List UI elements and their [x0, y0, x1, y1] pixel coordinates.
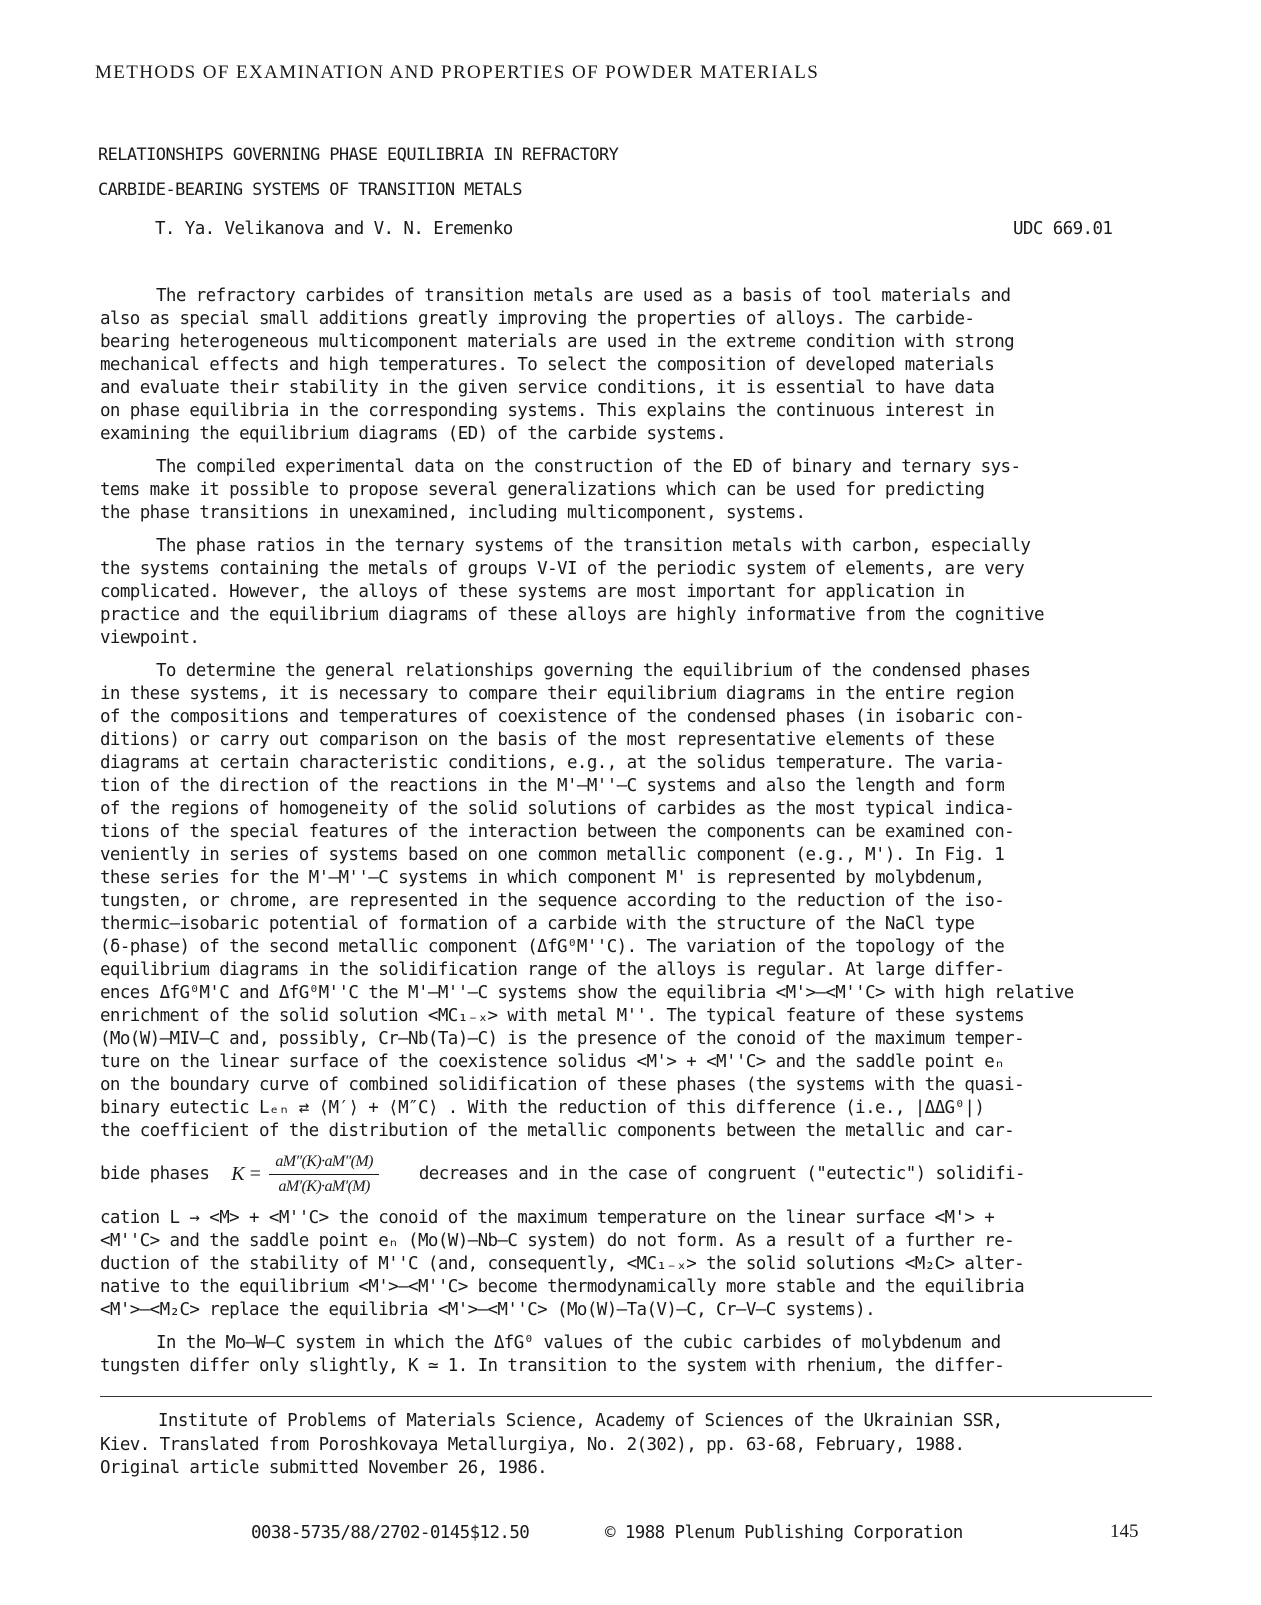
article-body	[100, 285, 1180, 1388]
footer-copyright: © 1988 Plenum Publishing Corporation	[605, 1523, 963, 1543]
footnote: Institute of Problems of Materials Science, Academy of Sciences of the Ukrainian SSR, Kiev. Translated from Poroshkovaya Metallurgiya, No. 2(302), pp. 63-68, February, 1988. Original article submitted November 26, 1986.	[100, 1411, 1003, 1478]
distribution-coefficient-fraction	[269, 1153, 379, 1196]
page-number: 145	[1110, 1521, 1139, 1542]
formula-tail-text: decreases and in the case of congruent ("eutectic") solidifi-	[418, 1164, 1025, 1184]
paragraph-6: In the Mo—W—C system in which the ΔfG⁰ values of the cubic carbides of molybdenum and tungsten differ only slightly, K ≃ 1. In transition to the system with rhenium, the differ-	[100, 1333, 1005, 1376]
article-title-line-1: RELATIONSHIPS GOVERNING PHASE EQUILIBRIA IN REFRACTORY	[98, 145, 619, 165]
section-title: METHODS OF EXAMINATION AND PROPERTIES OF POWDER MATERIALS	[95, 62, 820, 83]
formula-lead-text: bide phases	[100, 1164, 210, 1184]
paragraph-3: The phase ratios in the ternary systems of the transition metals with carbon, especially the systems containing the metals of groups V-VI of the periodic system of elements, are very complicated. However, the alloys of these systems are most important for application in practice and the equilibrium diagrams of these alloys are highly informative from the cognitive viewpoint.	[100, 536, 1044, 648]
authors: T. Ya. Velikanova and V. N. Eremenko	[155, 219, 513, 239]
formula-k-symbol: K =	[231, 1162, 262, 1185]
paragraph-1: The refractory carbides of transition metals are used as a basis of tool materials and also as special small additions greatly improving the properties of alloys. The carbide- bearing heterogeneous multicomponent materials are used in the extreme condition with strong mechanical effects and high temperatures. To select the composition of developed materials and evaluate their stability in the given service conditions, it is essential to have data on phase equilibria in the corresponding systems. This explains the continuous interest in examining the equilibrium diagrams (ED) of the carbide systems.	[100, 286, 1015, 444]
fraction-denominator: aM′(K)·aM′(M)	[278, 1177, 370, 1195]
udc-code: UDC 669.01	[1013, 219, 1113, 239]
footer-issn-code: 0038-5735/88/2702-0145$12.50	[251, 1523, 530, 1543]
fraction-numerator: aM″(K)·aM″(M)	[269, 1153, 379, 1175]
article-title-line-2: CARBIDE-BEARING SYSTEMS OF TRANSITION METALS	[98, 180, 522, 200]
paragraph-5: cation L → <M> + <M''C> the conoid of the maximum temperature on the linear surface <M'> + <M''C> and the saddle point eₙ (Mo(W)—Nb—C system) do not form. As a result of a further re- duction of the stability of M''C (and, consequently, <MC₁₋ₓ> the solid solutions <M₂C> alter- native to the equilibrium <M'>—<M''C> become thermodynamically more stable and the equilibria <M'>—<M₂C> replace the equilibria <M'>—<M''C> (Mo(W)—Ta(V)—C, Cr—V—C systems).	[100, 1208, 1025, 1320]
article-title	[98, 138, 618, 208]
footnote-divider	[100, 1396, 1152, 1397]
paragraph-4: To determine the general relationships governing the equilibrium of the condensed phases in these systems, it is necessary to compare their equilibrium diagrams in the entire region of the compositions and temperatures of coexistence of the condensed phases (in isobaric con- ditions) or carry out comparison on the basis of the most representative elements of these diagrams at certain characteristic conditions, e.g., at the solidus temperature. The varia- tion of the direction of the reactions in the M'—M''—C systems and also the length and form of the regions of homogeneity of the solid solutions of carbides as the most typical indica- tions of the special features of the interaction between the components can be examined con- veniently in series of systems based on one common metallic component (e.g., M'). In Fig. 1 these series for the M'—M''—C systems in which component M' is represented by molybdenum, tungsten, or chrome, are represented in the sequence according to the reduction of the iso- thermic—isobaric potential of formation of a carbide with the structure of the NaCl type (δ-phase) of the second metallic component (ΔfG⁰M''C). The variation of the topology of the equilibrium diagrams in the solidification range of the alloys is regular. At large differ- ences ΔfG⁰M'C and ΔfG⁰M''C the M'—M''—C systems show the equilibria <M'>—<M''C> with high relative enrichment of the solid solution <MC₁₋ₓ> with metal M''. The typical feature of these systems (Mo(W)—MIV—C and, possibly, Cr—Nb(Ta)—C) is the presence of the conoid of the maximum temper- ture on the linear surface of the coexistence solidus <M'> + <M''C> and the saddle point eₙ on the boundary curve of combined solidification of these phases (the systems with the quasi- binary eutectic Lₑₙ ⇄ ⟨M′⟩ + ⟨M″C⟩ . With the reduction of this difference (i.e., |ΔΔG⁰|) the coefficient of the distribution of the metallic components between the metallic and car-	[100, 661, 1074, 1141]
distribution-coefficient-line	[100, 1147, 1180, 1201]
paragraph-2: The compiled experimental data on the construction of the ED of binary and ternary sys- tems make it possible to propose several generalizations which can be used for predicting the phase transitions in unexamined, including multicomponent, systems.	[100, 457, 1021, 523]
